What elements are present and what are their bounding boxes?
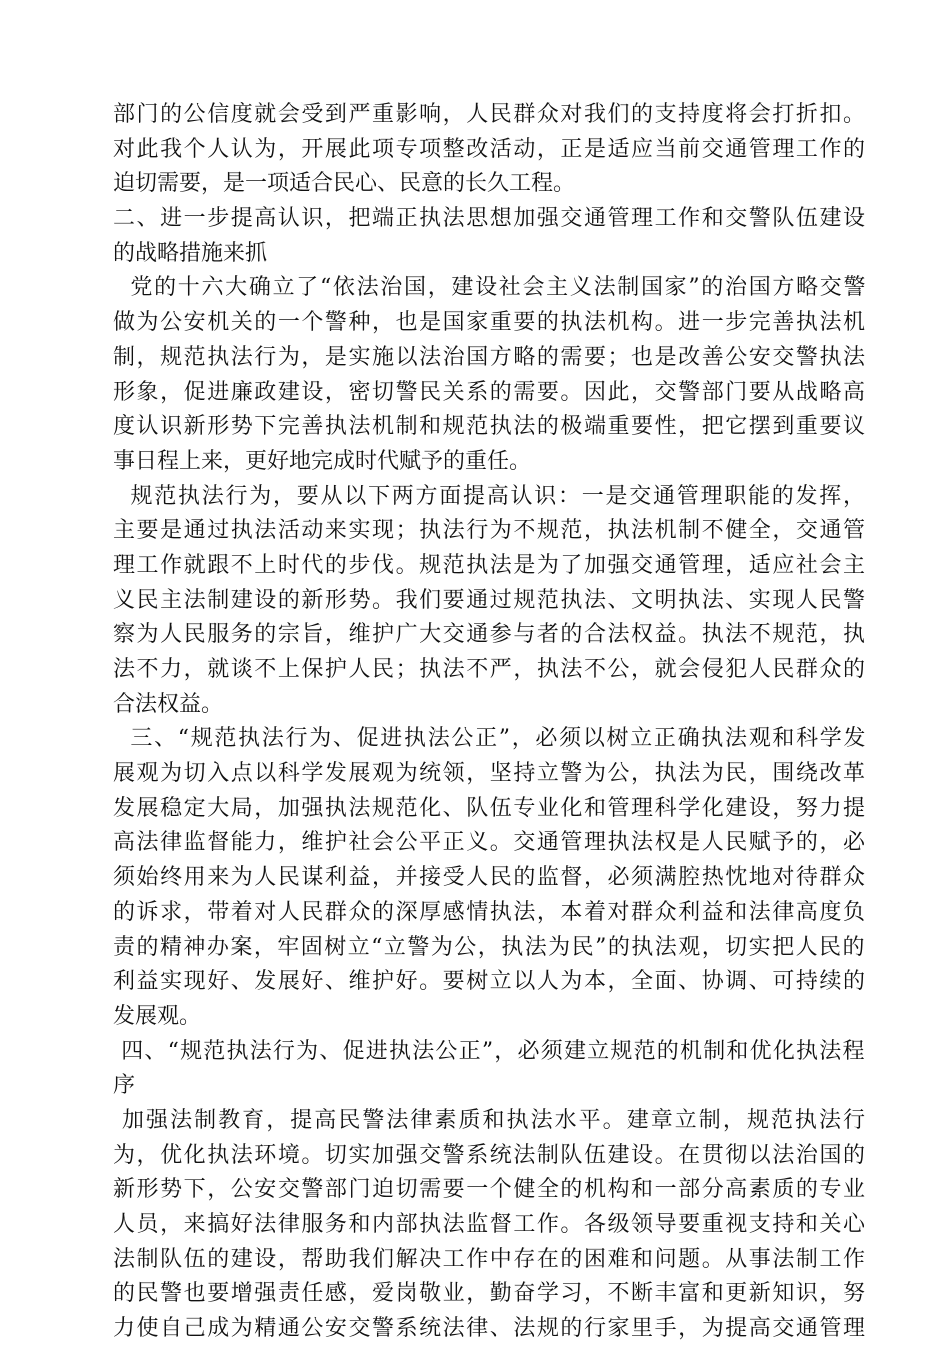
text-line: 合法权益。	[113, 691, 224, 717]
text-line: 二、进一步提高认识，把端正执法思想加强交通管理工作和交警队伍建设	[113, 206, 867, 232]
text-line: 发展观。	[113, 1003, 202, 1029]
text-line: 的诉求，带着对人民群众的深厚感情执法，本着对群众利益和法律高度负	[113, 899, 867, 925]
text-line: 序	[113, 1073, 136, 1099]
text-line: 四、“规范执法行为、促进执法公正”，必须建立规范的机制和优化执法程	[113, 1038, 866, 1064]
text-line: 须始终用来为人民谋利益，并接受人民的监督，必须满腔热忱地对待群众	[113, 865, 867, 891]
document-page	[113, 98, 868, 1347]
text-line: 责的精神办案，牢固树立“立警为公，执法为民”的执法观，切实把人民的	[113, 934, 866, 960]
text-line: 规范执法行为，要从以下两方面提高认识：一是交通管理职能的发挥，	[113, 483, 867, 509]
text-line: 利益实现好、发展好、维护好。要树立以人为本，全面、协调、可持续的	[113, 969, 867, 995]
text-line: 的战略措施来抓	[113, 240, 268, 266]
text-line: 对此我个人认为，开展此项专项整改活动，正是适应当前交通管理工作的	[113, 136, 867, 162]
text-line: 党的十六大确立了“依法治国，建设社会主义法制国家”的治国方略交警	[113, 275, 868, 301]
text-line: 的民警也要增强责任感，爱岗敬业，勤奋学习，不断丰富和更新知识，努	[113, 1281, 867, 1307]
text-line: 高法律监督能力，维护社会公平正义。交通管理执法权是人民赋予的，必	[113, 830, 867, 856]
text-line: 察为人民服务的宗旨，维护广大交通参与者的合法权益。执法不规范，执	[113, 622, 867, 648]
text-line: 新形势下，公安交警部门迫切需要一个健全的机构和一部分高素质的专业	[113, 1177, 867, 1203]
text-line: 法不力，就谈不上保护人民；执法不严，执法不公，就会侵犯人民群众的	[113, 657, 867, 682]
text-line: 人员，来搞好法律服务和内部执法监督工作。各级领导要重视支持和关心	[113, 1212, 867, 1237]
text-line: 力使自己成为精通公安交警系统法律、法规的行家里手，为提高交通管理	[113, 1316, 867, 1342]
text-line: 加强法制教育，提高民警法律素质和执法水平。建章立制，规范执法行	[113, 1107, 868, 1133]
text-line: 制，规范执法行为，是实施以法治国方略的需要；也是改善公安交警执法	[113, 344, 867, 370]
text-line: 度认识新形势下完善执法机制和规范执法的极端重要性，把它摆到重要议	[113, 414, 867, 440]
text-line: 主要是通过执法活动来实现；执法行为不规范，执法机制不健全，交通管	[113, 518, 867, 544]
text-line: 为，优化执法环境。切实加强交警系统法制队伍建设。在贯彻以法治国的	[113, 1142, 867, 1168]
text-line: 事日程上来，更好地完成时代赋予的重任。	[113, 448, 532, 474]
text-line: 迫切需要，是一项适合民心、民意的长久工程。	[113, 171, 576, 197]
text-line: 理工作就跟不上时代的步伐。规范执法是为了加强交通管理，适应社会主	[113, 552, 867, 578]
text-line: 做为公安机关的一个警种，也是国家重要的执法机构。进一步完善执法机	[113, 310, 867, 336]
text-line: 发展稳定大局，加强执法规范化、队伍专业化和管理科学化建设，努力提	[113, 795, 867, 821]
text-line: 展观为切入点以科学发展观为统领，坚持立警为公，执法为民，围绕改革	[113, 761, 867, 787]
text-line: 部门的公信度就会受到严重影响，人民群众对我们的支持度将会打折扣。	[113, 102, 867, 127]
text-line: 三、“规范执法行为、促进执法公正”，必须以树立正确执法观和科学发	[113, 726, 868, 752]
text-line: 法制队伍的建设，帮助我们解决工作中存在的困难和问题。从事法制工作	[113, 1246, 867, 1272]
text-line: 形象，促进廉政建设，密切警民关系的需要。因此，交警部门要从战略高	[113, 379, 867, 405]
text-line: 义民主法制建设的新形势。我们要通过规范执法、文明执法、实现人民警	[113, 587, 867, 613]
